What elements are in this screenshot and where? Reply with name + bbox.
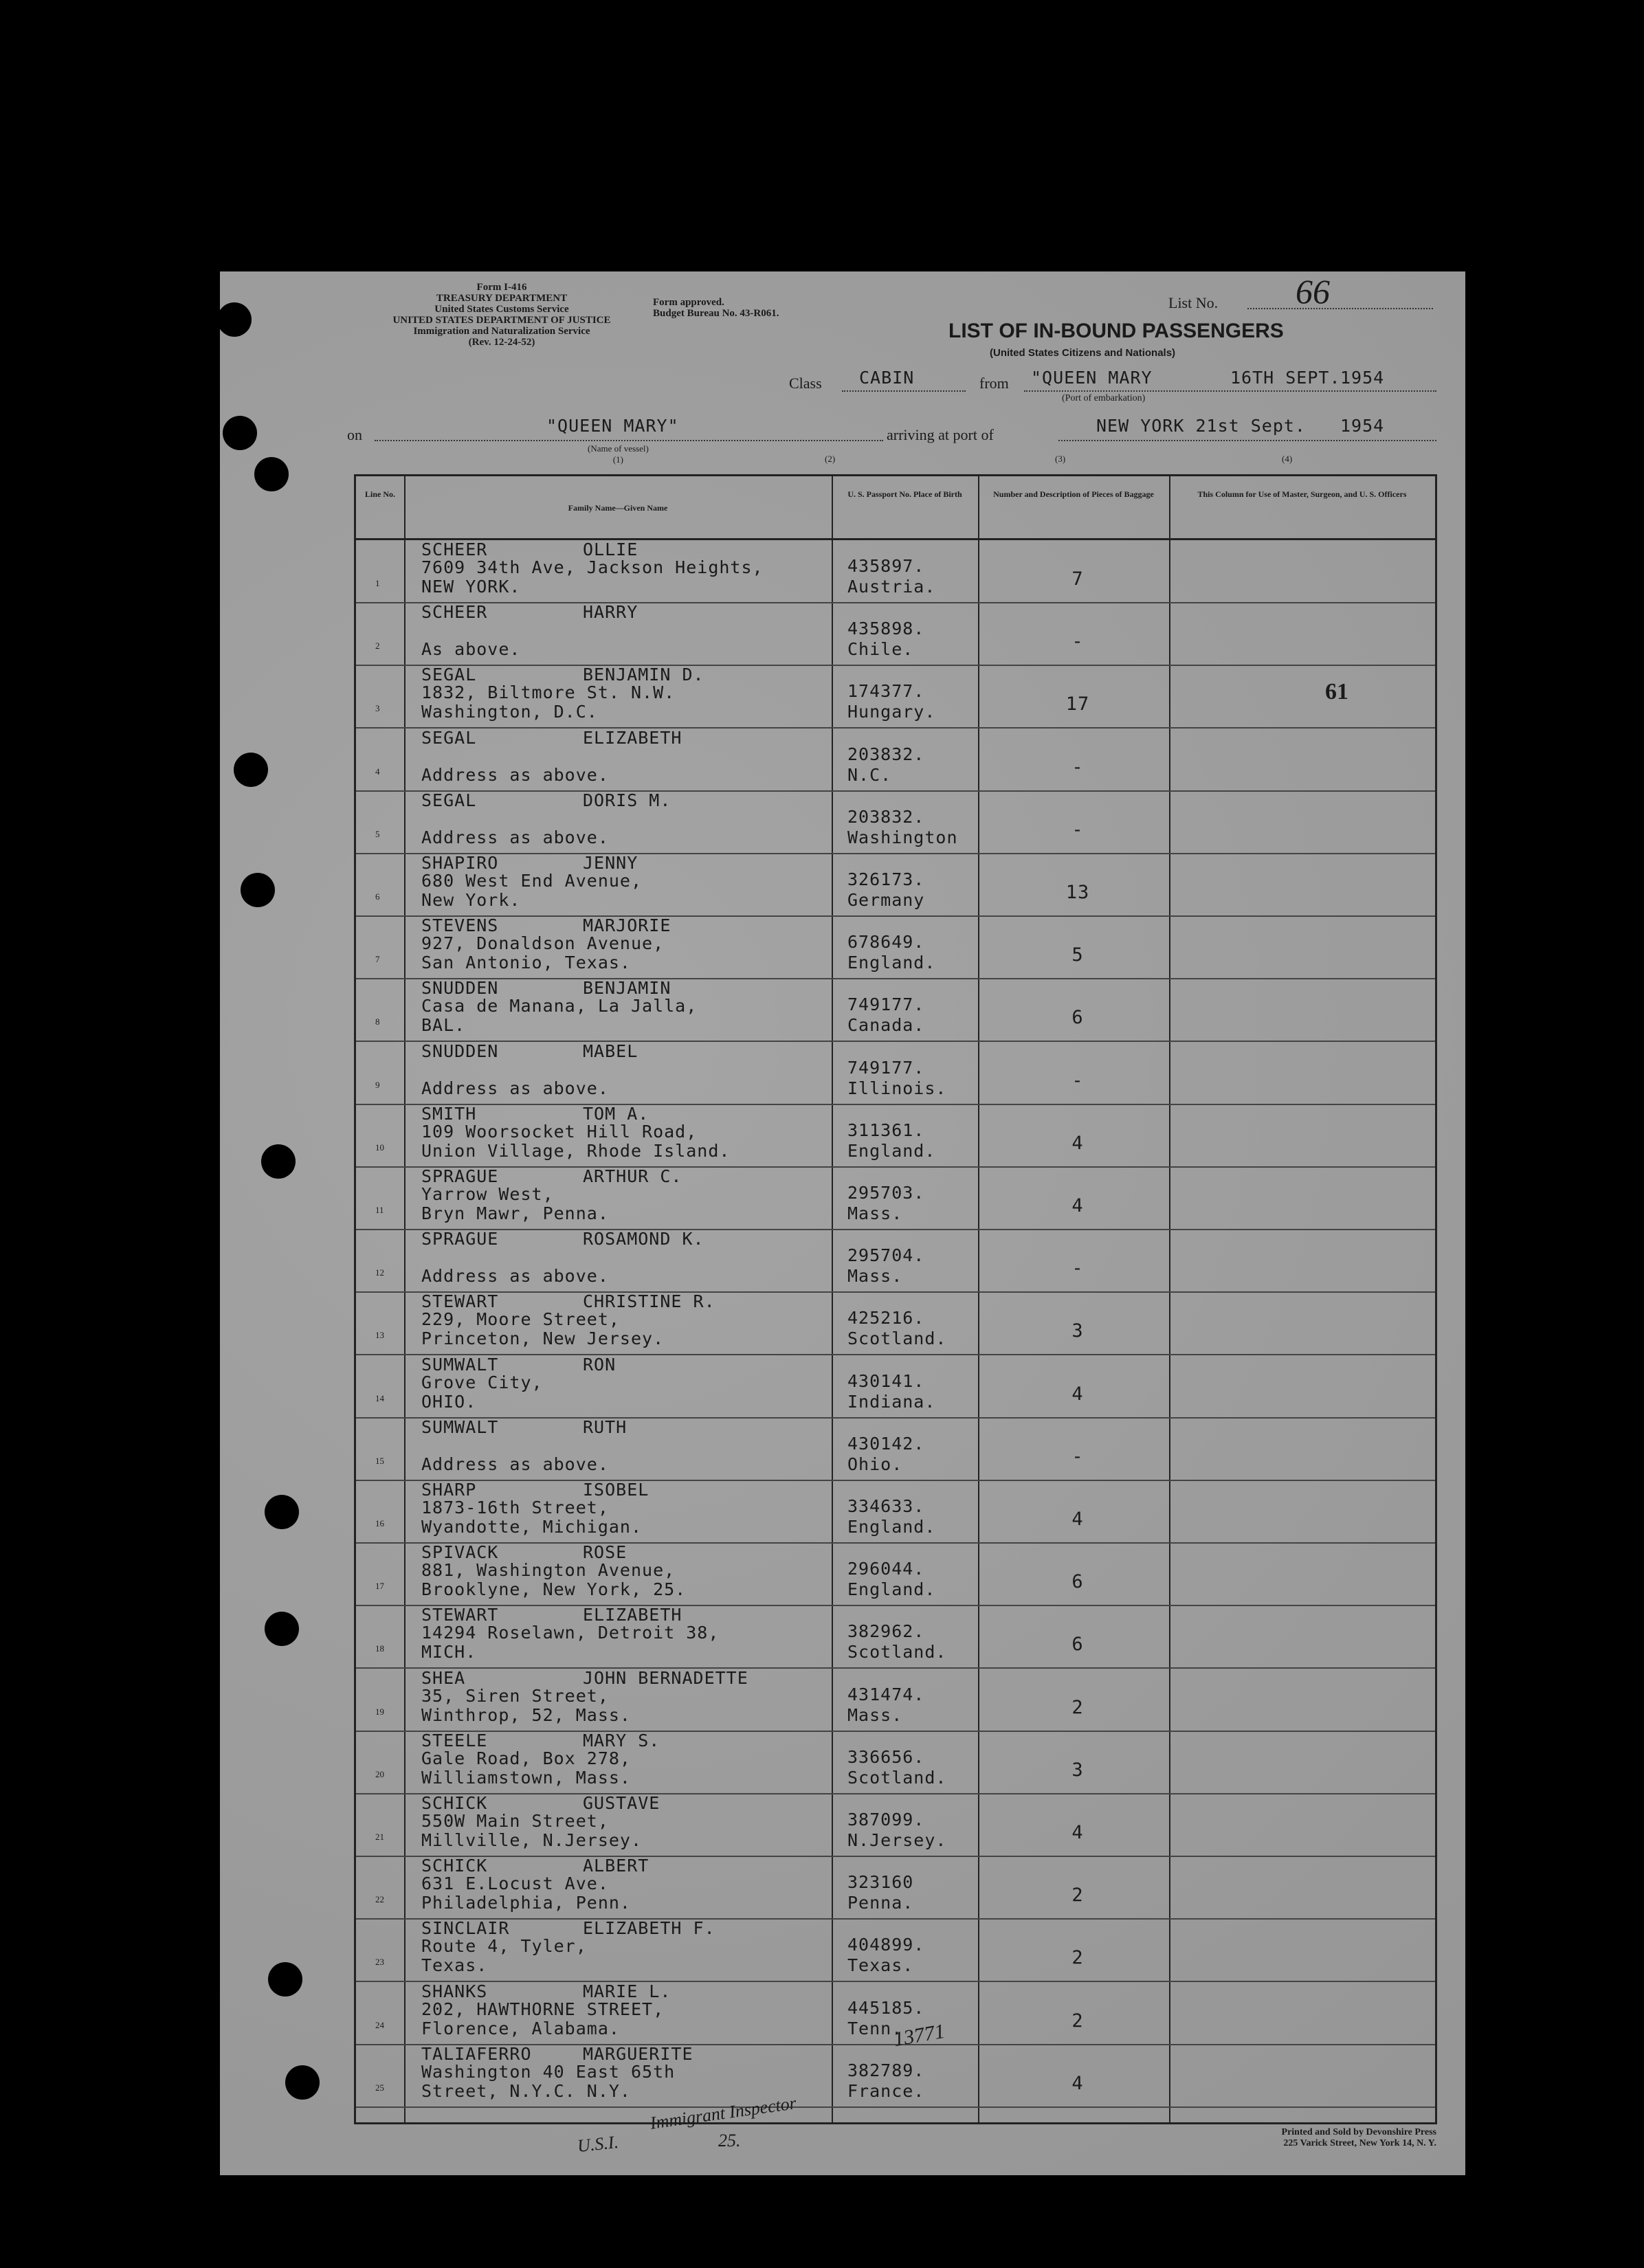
form-header-block bbox=[337, 282, 667, 348]
address-line-2: Address as above. bbox=[421, 1454, 609, 1474]
from-value: "QUEEN MARY bbox=[1031, 368, 1153, 388]
table-row bbox=[356, 1918, 1435, 1982]
given-name: ALBERT bbox=[583, 1856, 649, 1876]
place-of-birth: Canada. bbox=[847, 1015, 925, 1036]
given-name: OLLIE bbox=[583, 540, 638, 559]
header-name: Family Name—Given Name bbox=[568, 503, 668, 513]
given-name: JENNY bbox=[583, 853, 638, 873]
family-name: SEGAL bbox=[421, 790, 477, 810]
punch-hole bbox=[254, 457, 289, 491]
doj: UNITED STATES DEPARTMENT OF JUSTICE bbox=[392, 315, 611, 326]
baggage-count: - bbox=[1071, 1445, 1084, 1467]
address-line-1: Yarrow West, bbox=[421, 1184, 554, 1204]
punch-hole bbox=[268, 1962, 302, 1997]
family-name: SPRAGUE bbox=[421, 1229, 499, 1249]
line-number: 15 bbox=[375, 1455, 384, 1466]
stamp-usi: U.S.I. bbox=[576, 2131, 620, 2157]
place-of-birth: Austria. bbox=[847, 577, 936, 597]
passport-number: 203832. bbox=[847, 744, 925, 764]
given-name: ROSE bbox=[583, 1542, 627, 1563]
address-line-1: 202, HAWTHORNE STREET, bbox=[421, 1999, 665, 2019]
family-name: SUMWALT bbox=[421, 1416, 499, 1437]
address-line-2: OHIO. bbox=[421, 1391, 477, 1412]
table-row bbox=[356, 790, 1435, 854]
family-name: STEVENS bbox=[421, 915, 499, 936]
page-subtitle: (United States Citizens and Nationals) bbox=[990, 347, 1176, 359]
customs-service: United States Customs Service bbox=[434, 304, 569, 315]
family-name: STEELE bbox=[421, 1730, 488, 1750]
line-number: 2 bbox=[375, 641, 380, 652]
from-line bbox=[1024, 390, 1436, 392]
address-line-1: 550W Main Street, bbox=[421, 1811, 609, 1831]
given-name: MABEL bbox=[583, 1041, 638, 1061]
place-of-birth: Scotland. bbox=[847, 1642, 947, 1663]
table-row bbox=[356, 602, 1435, 666]
place-of-birth: Scotland. bbox=[847, 1328, 947, 1349]
table-row bbox=[356, 1104, 1435, 1168]
place-of-birth: England. bbox=[847, 1579, 936, 1600]
baggage-count: 4 bbox=[1071, 1383, 1084, 1405]
table-row bbox=[356, 2044, 1435, 2108]
officer-note: 61 bbox=[1325, 679, 1348, 704]
given-name: RUTH bbox=[583, 1416, 627, 1437]
table-row bbox=[356, 1291, 1435, 1355]
line-number: 14 bbox=[375, 1392, 384, 1403]
address-line-2: Address as above. bbox=[421, 1078, 609, 1098]
printer-imprint: Printed and Sold by Devonshire Press 225 Varick Street, New York 14, N. Y. bbox=[1281, 2127, 1436, 2148]
place-of-birth: England. bbox=[847, 953, 936, 973]
inspector-stamp: Immigrant Inspector bbox=[648, 2093, 798, 2133]
col-num-4: (4) bbox=[1282, 454, 1293, 464]
family-name: SHARP bbox=[421, 1480, 477, 1500]
address-line-2: Washington, D.C. bbox=[421, 702, 598, 722]
place-of-birth: N.Jersey. bbox=[847, 1830, 947, 1850]
family-name: STEWART bbox=[421, 1605, 499, 1625]
class-value: CABIN bbox=[859, 368, 915, 388]
baggage-count: 6 bbox=[1071, 1007, 1084, 1029]
address-line-2: Williamstown, Mass. bbox=[421, 1767, 631, 1788]
given-name: BENJAMIN D. bbox=[583, 665, 704, 685]
passport-number: 678649. bbox=[847, 932, 925, 953]
col-num-3: (3) bbox=[1055, 454, 1066, 464]
header-line-no: Line No. bbox=[364, 489, 395, 499]
form-approved: Form approved. bbox=[653, 297, 724, 308]
address-line-1: 881, Washington Avenue, bbox=[421, 1560, 676, 1581]
baggage-count: 17 bbox=[1065, 693, 1090, 715]
family-name: SPRAGUE bbox=[421, 1166, 499, 1186]
line-number: 10 bbox=[375, 1142, 384, 1153]
baggage-count: 4 bbox=[1071, 2072, 1084, 2094]
family-name: SINCLAIR bbox=[421, 1918, 510, 1939]
table-row bbox=[356, 1355, 1435, 1419]
punch-hole bbox=[223, 416, 257, 450]
family-name: SCHEER bbox=[421, 602, 488, 623]
address-line-1: Casa de Manana, La Jalla, bbox=[421, 996, 698, 1016]
baggage-count: 13 bbox=[1065, 882, 1090, 903]
baggage-count: 5 bbox=[1071, 944, 1084, 966]
col-num-2: (2) bbox=[825, 454, 836, 464]
address-line-2: San Antonio, Texas. bbox=[421, 953, 631, 973]
line-number: 13 bbox=[375, 1330, 384, 1341]
budget-bureau: Budget Bureau No. 43-R061. bbox=[653, 308, 779, 319]
family-name: SMITH bbox=[421, 1103, 477, 1124]
given-name: ROSAMOND K. bbox=[583, 1229, 704, 1249]
table-row bbox=[356, 1605, 1435, 1669]
line-number: 11 bbox=[375, 1205, 384, 1215]
baggage-count: 2 bbox=[1071, 1947, 1084, 1969]
given-name: BENJAMIN bbox=[583, 978, 671, 999]
address-line-2: BAL. bbox=[421, 1015, 466, 1036]
place-of-birth: Ohio. bbox=[847, 1454, 903, 1474]
family-name: SUMWALT bbox=[421, 1354, 499, 1375]
table-row bbox=[356, 1417, 1435, 1481]
page-title: LIST OF IN-BOUND PASSENGERS bbox=[948, 320, 1284, 342]
place-of-birth: Scotland. bbox=[847, 1767, 947, 1788]
family-name: SCHICK bbox=[421, 1856, 488, 1876]
baggage-count: 6 bbox=[1071, 1571, 1084, 1593]
punch-hole bbox=[241, 873, 275, 907]
header-officers: This Column for Use of Master, Surgeon, and U. S. Officers bbox=[1197, 489, 1407, 499]
place-of-birth: France. bbox=[847, 2080, 925, 2101]
place-of-birth: Hungary. bbox=[847, 702, 936, 722]
family-name: SHEA bbox=[421, 1667, 466, 1688]
ins: Immigration and Naturalization Service bbox=[413, 326, 590, 337]
punch-hole bbox=[265, 1612, 299, 1646]
table-row bbox=[356, 1731, 1435, 1794]
address-line-2: Address as above. bbox=[421, 1266, 609, 1287]
place-of-birth: Illinois. bbox=[847, 1078, 947, 1098]
line-number: 24 bbox=[375, 2019, 384, 2030]
baggage-count: - bbox=[1071, 819, 1084, 841]
table-row bbox=[356, 978, 1435, 1042]
given-name: GUSTAVE bbox=[583, 1793, 660, 1813]
passport-number: 334633. bbox=[847, 1496, 925, 1516]
address-line-2: Bryn Mawr, Penna. bbox=[421, 1203, 609, 1223]
family-name: SCHEER bbox=[421, 540, 488, 559]
vessel-value: "QUEEN MARY" bbox=[546, 416, 679, 436]
baggage-count: 3 bbox=[1071, 1759, 1084, 1781]
table-row bbox=[356, 1668, 1435, 1732]
table-row bbox=[356, 1041, 1435, 1105]
place-of-birth: Germany bbox=[847, 890, 925, 910]
given-name: RON bbox=[583, 1354, 616, 1375]
family-name: SHANKS bbox=[421, 1981, 488, 2001]
address-line-1: Grove City, bbox=[421, 1372, 543, 1392]
address-line-2: Princeton, New Jersey. bbox=[421, 1328, 665, 1349]
family-name: SNUDDEN bbox=[421, 1041, 499, 1061]
address-line-1: 7609 34th Ave, Jackson Heights, bbox=[421, 557, 764, 577]
treasury-dept: TREASURY DEPARTMENT bbox=[436, 293, 568, 304]
passport-number: 174377. bbox=[847, 681, 925, 702]
passport-number: 435898. bbox=[847, 619, 925, 639]
passport-number: 295703. bbox=[847, 1183, 925, 1203]
baggage-count: 7 bbox=[1071, 568, 1084, 590]
given-name: ISOBEL bbox=[583, 1480, 649, 1500]
given-name: JOHN BERNADETTE bbox=[583, 1667, 748, 1688]
address-line-1: Gale Road, Box 278, bbox=[421, 1748, 631, 1768]
passport-number: 404899. bbox=[847, 1935, 925, 1955]
from-date: 16TH SEPT. bbox=[1230, 368, 1341, 388]
address-line-1: 1832, Biltmore St. N.W. bbox=[421, 682, 676, 703]
arriving-line bbox=[1058, 440, 1436, 441]
address-line-1: Route 4, Tyler, bbox=[421, 1936, 587, 1957]
place-of-birth: Penna. bbox=[847, 1893, 914, 1913]
family-name: SNUDDEN bbox=[421, 978, 499, 999]
place-of-birth: Mass. bbox=[847, 1203, 903, 1223]
baggage-count: 4 bbox=[1071, 1822, 1084, 1843]
table-row bbox=[356, 1480, 1435, 1544]
port-embark-caption: (Port of embarkation) bbox=[1062, 393, 1146, 403]
place-of-birth: N.C. bbox=[847, 764, 892, 785]
address-line-2: Street, N.Y.C. N.Y. bbox=[421, 2080, 631, 2101]
address-line-1: 109 Woorsocket Hill Road, bbox=[421, 1121, 698, 1142]
passport-number: 336656. bbox=[847, 1746, 925, 1767]
arriving-label: arriving at port of bbox=[887, 426, 994, 443]
baggage-count: - bbox=[1071, 756, 1084, 778]
from-year: 1954 bbox=[1340, 368, 1385, 388]
family-name: SPIVACK bbox=[421, 1542, 499, 1563]
arriving-year: 1954 bbox=[1340, 416, 1385, 436]
line-number: 21 bbox=[375, 1832, 384, 1842]
passport-number: 445185. bbox=[847, 1997, 925, 2018]
passenger-table bbox=[354, 474, 1437, 2124]
given-name: ELIZABETH F. bbox=[583, 1918, 715, 1939]
baggage-count: 3 bbox=[1071, 1320, 1084, 1342]
baggage-count: 2 bbox=[1071, 2010, 1084, 2032]
table-row bbox=[356, 1793, 1435, 1857]
baggage-count: 4 bbox=[1071, 1509, 1084, 1530]
address-line-1: 35, Siren Street, bbox=[421, 1685, 609, 1706]
baggage-count: - bbox=[1071, 1258, 1084, 1280]
passport-number: 387099. bbox=[847, 1810, 925, 1830]
given-name: ARTHUR C. bbox=[583, 1166, 682, 1186]
punch-hole bbox=[261, 1144, 296, 1179]
table-row bbox=[356, 665, 1435, 729]
family-name: SCHICK bbox=[421, 1793, 488, 1813]
line-number: 18 bbox=[375, 1643, 384, 1654]
line-number: 23 bbox=[375, 1957, 384, 1968]
line-number: 8 bbox=[375, 1016, 380, 1027]
address-line-2: Texas. bbox=[421, 1955, 488, 1976]
place-of-birth: Mass. bbox=[847, 1266, 903, 1287]
passport-number: 203832. bbox=[847, 806, 925, 827]
place-of-birth: Chile. bbox=[847, 639, 914, 660]
address-line-2: Millville, N.Jersey. bbox=[421, 1830, 643, 1850]
revision: (Rev. 12-24-52) bbox=[468, 337, 535, 348]
given-name: TOM A. bbox=[583, 1103, 649, 1124]
address-line-2: New York. bbox=[421, 890, 521, 910]
family-name: SEGAL bbox=[421, 727, 477, 748]
line-number: 12 bbox=[375, 1267, 384, 1278]
address-line-1: Washington 40 East 65th bbox=[421, 2061, 676, 2082]
address-line-1: 1873-16th Street, bbox=[421, 1498, 609, 1517]
baggage-count: 2 bbox=[1071, 1885, 1084, 1906]
class-line bbox=[842, 390, 966, 392]
line-number: 6 bbox=[375, 891, 380, 902]
arriving-value: NEW YORK 21st Sept. bbox=[1096, 416, 1306, 436]
given-name: ELIZABETH bbox=[583, 1605, 682, 1625]
table-row bbox=[356, 1542, 1435, 1606]
list-no-value: 66 bbox=[1296, 272, 1330, 311]
given-name: MARY S. bbox=[583, 1730, 660, 1750]
passport-number: 425216. bbox=[847, 1308, 925, 1328]
passport-number: 382962. bbox=[847, 1621, 925, 1642]
handwritten-number: 13771 bbox=[891, 2019, 947, 2052]
family-name: STEWART bbox=[421, 1291, 499, 1312]
given-name: DORIS M. bbox=[583, 790, 671, 810]
baggage-count: 2 bbox=[1071, 1696, 1084, 1718]
line-number: 1 bbox=[375, 578, 380, 588]
passport-number: 431474. bbox=[847, 1684, 925, 1704]
table-row bbox=[356, 728, 1435, 792]
passport-number: 326173. bbox=[847, 869, 925, 889]
vessel-line bbox=[375, 440, 883, 441]
given-name: HARRY bbox=[583, 602, 638, 623]
address-line-1: 229, Moore Street, bbox=[421, 1309, 620, 1330]
punch-hole bbox=[265, 1495, 299, 1529]
place-of-birth: England. bbox=[847, 1517, 936, 1537]
approval-block bbox=[653, 297, 779, 319]
line-number: 17 bbox=[375, 1581, 384, 1592]
passport-number: 311361. bbox=[847, 1120, 925, 1140]
passport-number: 323160 bbox=[847, 1872, 914, 1893]
list-no-label: List No. bbox=[1168, 294, 1219, 311]
baggage-count: 4 bbox=[1071, 1132, 1084, 1154]
address-line-1: 14294 Roselawn, Detroit 38, bbox=[421, 1623, 720, 1643]
table-row bbox=[356, 1229, 1435, 1293]
address-line-2: Philadelphia, Penn. bbox=[421, 1893, 631, 1913]
address-line-1: 927, Donaldson Avenue, bbox=[421, 933, 665, 954]
family-name: SEGAL bbox=[421, 665, 477, 685]
class-label: Class bbox=[789, 375, 822, 392]
address-line-2: MICH. bbox=[421, 1642, 477, 1663]
header-passport: U. S. Passport No. Place of Birth bbox=[847, 489, 962, 499]
line-number: 16 bbox=[375, 1518, 384, 1528]
passport-number: 296044. bbox=[847, 1559, 925, 1579]
place-of-birth: Indiana. bbox=[847, 1391, 936, 1412]
place-of-birth: Mass. bbox=[847, 1704, 903, 1725]
passport-number: 749177. bbox=[847, 1057, 925, 1078]
place-of-birth: Tenn. bbox=[847, 2018, 903, 2038]
line-number: 4 bbox=[375, 766, 380, 777]
passport-number: 749177. bbox=[847, 994, 925, 1015]
table-header bbox=[356, 476, 1435, 540]
on-label: on bbox=[347, 426, 362, 443]
table-row bbox=[356, 1856, 1435, 1920]
table-row bbox=[356, 915, 1435, 979]
given-name: CHRISTINE R. bbox=[583, 1291, 715, 1312]
address-line-2: NEW YORK. bbox=[421, 577, 521, 597]
from-label: from bbox=[979, 375, 1009, 392]
list-no-line bbox=[1247, 308, 1433, 309]
given-name: ELIZABETH bbox=[583, 727, 682, 748]
place-of-birth: England. bbox=[847, 1140, 936, 1161]
baggage-count: - bbox=[1071, 1069, 1084, 1091]
baggage-count: 6 bbox=[1071, 1634, 1084, 1656]
address-line-2: Florence, Alabama. bbox=[421, 2018, 620, 2038]
line-number: 5 bbox=[375, 828, 380, 839]
family-name: TALIAFERRO bbox=[421, 2043, 532, 2064]
stamp-number: 25. bbox=[718, 2131, 741, 2150]
address-line-2: Address as above. bbox=[421, 827, 609, 847]
address-line-2: Wyandotte, Michigan. bbox=[421, 1517, 643, 1537]
address-line-2: Winthrop, 52, Mass. bbox=[421, 1704, 631, 1725]
baggage-count: 4 bbox=[1071, 1195, 1084, 1216]
given-name: MARGUERITE bbox=[583, 2043, 693, 2064]
line-number: 7 bbox=[375, 954, 380, 965]
line-number: 3 bbox=[375, 703, 380, 714]
line-number: 9 bbox=[375, 1079, 380, 1090]
passport-number: 295704. bbox=[847, 1245, 925, 1266]
header-baggage: Number and Description of Pieces of Baggage bbox=[993, 489, 1154, 499]
baggage-count: - bbox=[1071, 631, 1084, 653]
address-line-2: As above. bbox=[421, 639, 521, 660]
passport-number: 435897. bbox=[847, 556, 925, 576]
passport-number: 430142. bbox=[847, 1433, 925, 1454]
line-number: 20 bbox=[375, 1768, 384, 1779]
address-line-2: Brooklyne, New York, 25. bbox=[421, 1579, 687, 1600]
passport-number: 382789. bbox=[847, 2060, 925, 2080]
address-line-1: 680 West End Avenue, bbox=[421, 871, 643, 891]
table-row bbox=[356, 853, 1435, 917]
form-number: Form I-416 bbox=[476, 282, 527, 293]
punch-hole bbox=[217, 302, 252, 337]
place-of-birth: Texas. bbox=[847, 1955, 914, 1976]
given-name: MARIE L. bbox=[583, 1981, 671, 2001]
address-line-2: Union Village, Rhode Island. bbox=[421, 1140, 731, 1161]
family-name: SHAPIRO bbox=[421, 853, 499, 873]
table-row bbox=[356, 1166, 1435, 1230]
punch-hole bbox=[285, 2065, 320, 2100]
passport-number: 430141. bbox=[847, 1370, 925, 1391]
place-of-birth: Washington bbox=[847, 827, 958, 847]
address-line-2: Address as above. bbox=[421, 764, 609, 785]
table-row bbox=[356, 540, 1435, 603]
line-number: 19 bbox=[375, 1706, 384, 1717]
vessel-caption: (Name of vessel) (1) bbox=[588, 443, 649, 465]
address-line-1: 631 E.Locust Ave. bbox=[421, 1874, 609, 1894]
punch-hole bbox=[234, 753, 268, 787]
given-name: MARJORIE bbox=[583, 915, 671, 936]
line-number: 22 bbox=[375, 1894, 384, 1905]
line-number: 25 bbox=[375, 2082, 384, 2093]
